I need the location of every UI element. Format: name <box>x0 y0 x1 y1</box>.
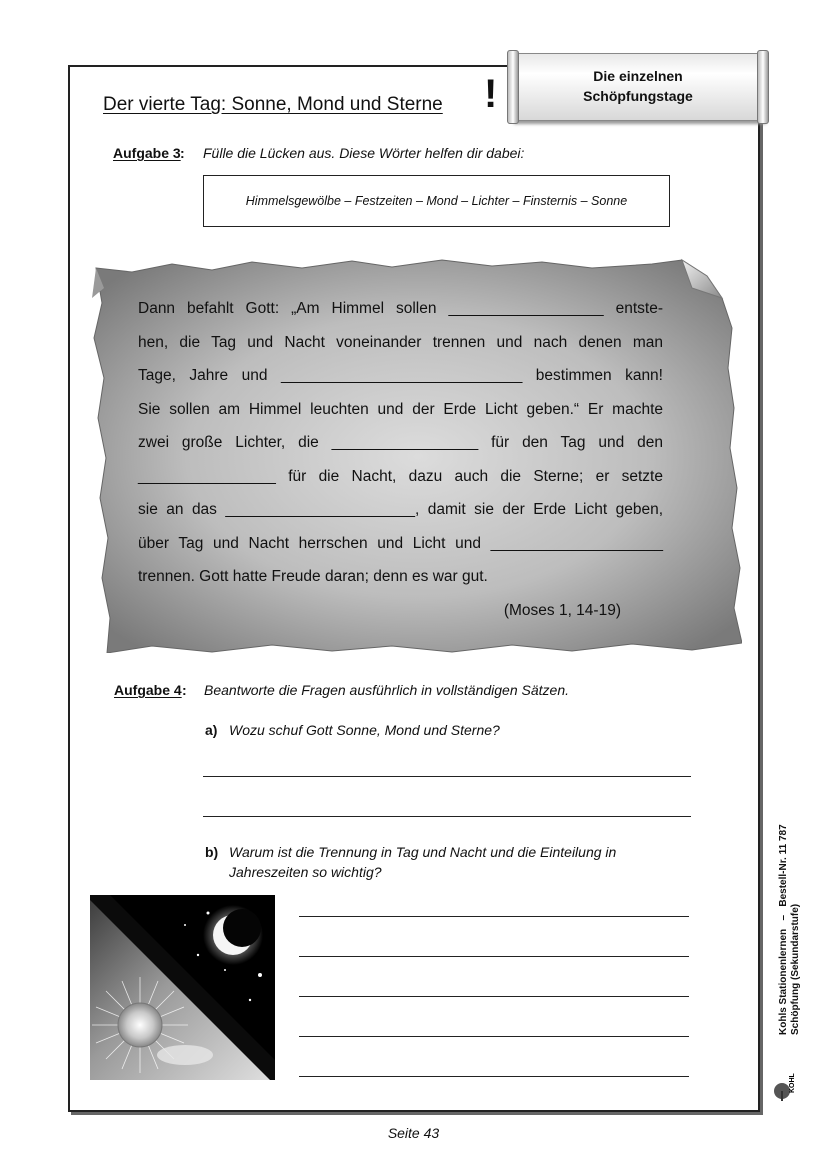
banner-text <box>513 66 763 106</box>
answer-line-a2[interactable] <box>203 816 691 817</box>
page-title: Der vierte Tag: Sonne, Mond und Sterne <box>103 94 443 115</box>
text-line: trennen. Gott hatte Freude daran; denn es war gut. <box>138 568 488 585</box>
publisher-logo <box>772 1045 810 1103</box>
text-line: ________________ für die Nacht, dazu auch die Sterne; er setzte <box>138 467 663 485</box>
logo-text: KOHL <box>789 1073 796 1093</box>
task3-instruction: Fülle die Lücken aus. Diese Wörter helfen dir dabei: <box>203 145 525 161</box>
page-number: Seite 43 <box>387 1125 440 1141</box>
sun-moon-picture <box>90 895 275 1080</box>
parchment-text <box>138 292 663 627</box>
answer-line-b3[interactable] <box>299 996 689 997</box>
word-bank-text: Himmelsgewölbe – Festzeiten – Mond – Lichter – Finsternis – Sonne <box>245 194 628 208</box>
publisher-line-1: Kohls Stationenlernen <box>778 928 789 1035</box>
answer-line-a1[interactable] <box>203 776 691 777</box>
text-line: zwei große Lichter, die _________________ für den Tag und den <box>138 434 663 451</box>
text-line: Sie sollen am Himmel leuchten und der Erde Licht geben.“ Er machte <box>138 400 663 418</box>
bible-source: (Moses 1, 14-19) <box>503 601 621 619</box>
answer-line-b2[interactable] <box>299 956 689 957</box>
text-line: Dann befahlt Gott: „Am Himmel sollen __________________ entste- <box>138 300 663 317</box>
separator: – <box>778 914 789 921</box>
publisher-info <box>778 824 802 1035</box>
chapter-banner <box>512 53 764 121</box>
task3-label: Aufgabe 3 <box>113 145 181 161</box>
exclamation-icon: ! <box>484 72 498 116</box>
answer-line-b1[interactable] <box>299 916 689 917</box>
task4-colon: : <box>182 682 187 698</box>
word-bank <box>203 175 670 227</box>
text-line: sie an das ______________________, damit sie der Erde Licht geben, <box>138 501 663 518</box>
question-b <box>205 842 616 882</box>
task3-colon: : <box>180 145 185 161</box>
publisher-line-2: Schöpfung (Sekundarstufe) <box>790 903 801 1035</box>
answer-line-b4[interactable] <box>299 1036 689 1037</box>
question-b-text-2: Jahreszeiten so wichtig? <box>229 864 382 880</box>
question-a <box>205 722 500 738</box>
answer-line-b5[interactable] <box>299 1076 689 1077</box>
order-number: Bestell-Nr. 11 787 <box>778 824 789 907</box>
text-line: hen, die Tag und Nacht voneinander trennen und nach denen man <box>138 333 663 351</box>
question-a-text: Wozu schuf Gott Sonne, Mond und Sterne? <box>229 722 500 738</box>
task4-label: Aufgabe 4 <box>114 682 182 698</box>
question-a-letter: a) <box>205 722 218 738</box>
text-line: über Tag und Nacht herrschen und Licht und ____________________ <box>138 534 663 552</box>
text-line: Tage, Jahre und ____________________________ bestimmen kann! <box>138 367 663 384</box>
banner-line-1: Die einzelnen <box>593 68 683 84</box>
question-b-letter: b) <box>205 844 219 860</box>
question-b-text-1: Warum ist die Trennung in Tag und Nacht und die Einteilung in <box>229 844 617 860</box>
task4-instruction: Beantworte die Fragen ausführlich in vollständigen Sätzen. <box>204 682 569 698</box>
banner-line-2: Schöpfungstage <box>583 88 693 104</box>
